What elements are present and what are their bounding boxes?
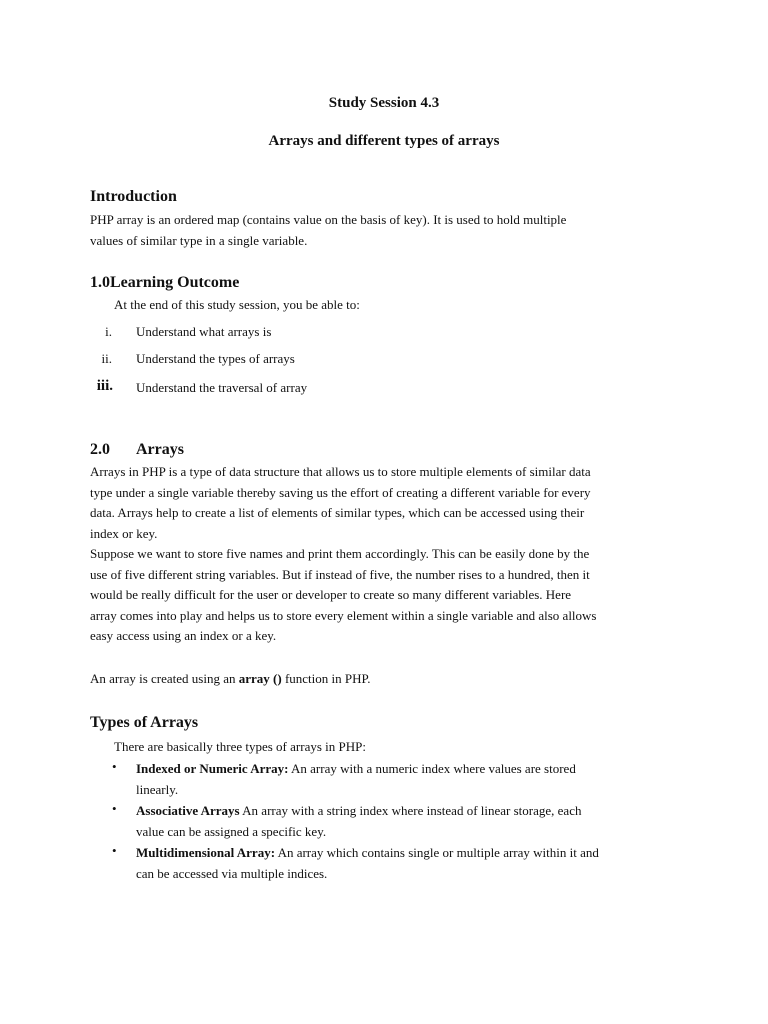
learning-outcome-lead: At the end of this study session, you be able to: — [114, 297, 360, 312]
learning-outcome-heading: 1.0Learning Outcome — [90, 274, 240, 291]
list-marker: iii. — [96, 378, 113, 394]
list-item: Understand what arrays is — [136, 324, 272, 339]
array-function-paragraph — [90, 669, 690, 690]
array-function-keyword: array () — [238, 671, 282, 686]
list-marker: i. — [105, 324, 112, 339]
introduction-paragraph — [90, 210, 690, 251]
bullet-description: An array with a string index where instead of linear storage, each — [239, 803, 582, 818]
paragraph-line: Suppose we want to store five names and print them accordingly. This can be easily done by the — [90, 546, 590, 561]
paragraph-line: type under a single variable thereby saving us the effort of creating a different variable for every — [90, 484, 591, 500]
paragraph-line: data. Arrays help to create a list of elements of similar types, which can be accessed using their — [90, 505, 585, 520]
introduction-heading: Introduction — [90, 188, 177, 205]
session-title: Study Session 4.3 — [328, 95, 440, 111]
list-item: Understand the types of arrays — [136, 351, 295, 366]
arrays-heading: Arrays — [136, 441, 184, 458]
introduction-line: values of similar type in a single variable. — [90, 232, 308, 248]
page-subtitle: Arrays and different types of arrays — [268, 133, 500, 149]
paragraph-line: array comes into play and helps us to store every element within a single variable and also allows — [90, 607, 597, 623]
bullet-description: An array which contains single or multiple array within it and — [275, 845, 599, 860]
paragraph-line: Arrays in PHP is a type of data structure that allows us to store multiple elements of similar data — [90, 464, 591, 479]
bullet-term: Multidimensional Array: — [136, 845, 276, 860]
bullet-icon: • — [112, 801, 117, 816]
bullet-term: Indexed or Numeric Array: — [136, 761, 289, 776]
array-function-text-pre: An array is created using an — [90, 671, 239, 686]
bullet-description: value can be assigned a specific key. — [136, 823, 327, 839]
arrays-section-number: 2.0 — [90, 441, 110, 458]
bullet-item — [136, 759, 696, 800]
paragraph-line: would be really difficult for the user or developer to create so many different variables. Here — [90, 587, 572, 602]
introduction-line: PHP array is an ordered map (contains value on the basis of key). It is used to hold multiple — [90, 212, 567, 227]
paragraph-line: easy access using an index or a key. — [90, 628, 277, 643]
bullet-icon: • — [112, 759, 117, 774]
paragraph-line: index or key. — [90, 525, 158, 541]
bullet-icon: • — [112, 843, 117, 858]
paragraph-line: use of five different string variables. But if instead of five, the number rises to a hundred, then it — [90, 566, 590, 582]
types-lead: There are basically three types of arrays in PHP: — [114, 739, 366, 754]
bullet-term: Associative Arrays — [136, 803, 240, 818]
bullet-description: linearly. — [136, 781, 179, 797]
arrays-paragraph-1 — [90, 462, 690, 647]
bullet-description: can be accessed via multiple indices. — [136, 865, 328, 881]
list-marker: ii. — [101, 351, 112, 366]
bullet-item — [136, 843, 696, 884]
array-function-text-post: function in PHP. — [281, 671, 371, 686]
bullet-item — [136, 801, 696, 842]
list-item: Understand the traversal of array — [136, 380, 308, 395]
types-heading: Types of Arrays — [90, 714, 199, 731]
bullet-description: An array with a numeric index where values are stored — [288, 761, 576, 776]
